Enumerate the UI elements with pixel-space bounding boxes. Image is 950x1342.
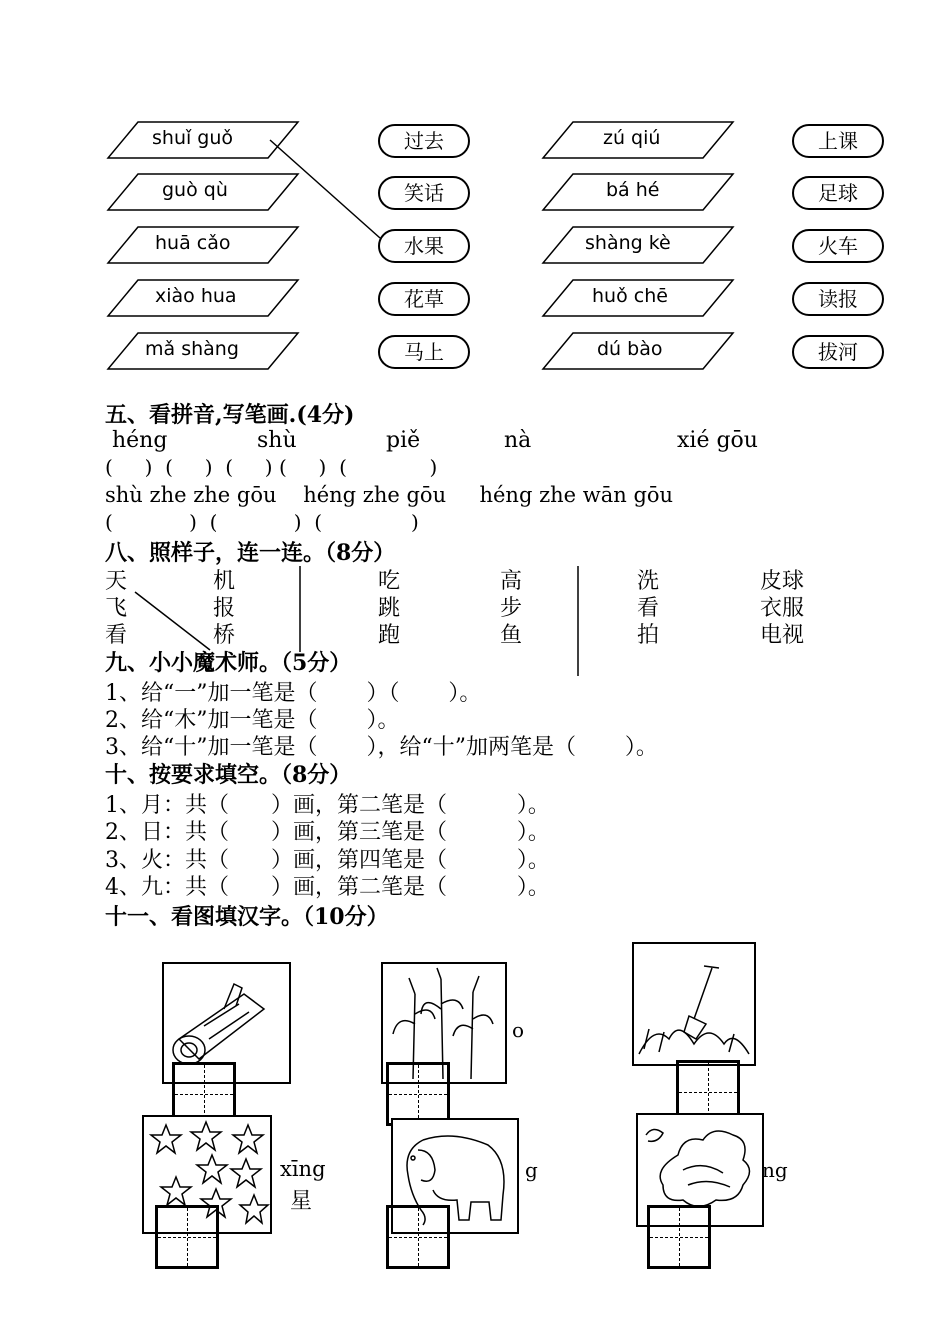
left-pinyin-3: huā cǎo [155,232,231,254]
right-pinyin-1: zú qiú [603,127,661,149]
right-pinyin-5: dú bào [597,338,663,360]
col4-item-2: 步 [500,596,523,621]
answer-grid-4[interactable] [155,1205,219,1269]
sec10-line-1: 1、月：共（ ）画，第二笔是（ ）。 [105,793,550,818]
left-word-5: 马上 [378,335,470,369]
col5-item-2: 看 [637,596,660,621]
col4-item-1: 高 [500,569,523,594]
star-pinyin: xīng [280,1157,326,1181]
left-word-4: 花草 [378,282,470,316]
answer-grid-6[interactable] [647,1205,711,1269]
col3-item-2: 跳 [378,596,401,621]
left-pinyin-5: mǎ shàng [145,338,239,360]
col6-item-3: 电视 [760,623,805,648]
col1-item-2: 飞 [105,596,128,621]
star-character: 星 [290,1189,313,1214]
right-word-3: 火车 [792,229,884,263]
stroke-pinyin-1: héng [105,428,168,453]
col2-item-3: 桥 [213,623,236,648]
section-8-title: 八、照样子，连一连。（8分） [105,540,396,566]
section-10-title: 十、按要求填空。（8分） [105,762,352,788]
sec9-line-2: 2、给“木”加一笔是（ ）。 [105,708,400,733]
stroke-pinyin-5: xié gōu [677,428,758,453]
stroke-pinyin-3: piě [372,428,421,453]
left-pinyin-4: xiào hua [155,285,237,307]
sec9-line-1: 1、给“一”加一笔是（ ）（ ）。 [105,681,482,706]
stroke-answer-row-1: ( ) ( ) ( ) ( ) ( ) [105,455,438,479]
sec10-line-3: 3、火：共（ ）画，第四笔是（ ）。 [105,848,550,873]
fragment-3: ng [762,1158,788,1182]
col2-item-2: 报 [213,596,236,621]
col1-item-1: 天 [105,569,128,594]
shovel-icon [634,944,754,1064]
col1-item-3: 看 [105,623,128,648]
right-word-1: 上课 [792,124,884,158]
stroke-pinyin-row-2: shù zhe zhe gōu héng zhe gōu héng zhe wān gōu [105,483,674,507]
answer-grid-2[interactable] [386,1062,450,1126]
col2-item-1: 机 [213,569,236,594]
left-pinyin-2: guò qù [162,179,228,201]
sec9-line-3: 3、给“十”加一笔是（ ），给“十”加两笔是（ ）。 [105,735,658,760]
col5-item-3: 拍 [637,623,660,648]
right-pinyin-2: bá hé [606,179,660,201]
col6-item-1: 皮球 [760,569,805,594]
stroke-pinyin-4: nà [490,428,532,453]
col6-item-2: 衣服 [760,596,805,621]
fragment-2: g [525,1158,538,1182]
section-9-title: 九、小小魔术师。（5分） [105,650,352,676]
col3-item-1: 吃 [378,569,401,594]
left-pinyin-1: shuǐ guǒ [152,127,234,149]
right-word-4: 读报 [792,282,884,316]
right-pinyin-3: shàng kè [585,232,671,254]
stroke-answer-row-2: ( ) ( ) ( ) [105,510,419,534]
section-5-title: 五、看拼音,写笔画.(4分) [105,402,355,428]
answer-grid-5[interactable] [386,1205,450,1269]
col5-item-1: 洗 [637,569,660,594]
sec10-line-4: 4、九：共（ ）画，第二笔是（ ）。 [105,875,550,900]
left-word-3: 水果 [378,229,470,263]
shovel-picture [632,942,756,1066]
right-pinyin-4: huǒ chē [592,285,668,307]
left-word-2: 笑话 [378,176,470,210]
sec10-line-2: 2、日：共（ ）画，第三笔是（ ）。 [105,820,550,845]
col3-item-3: 跑 [378,623,401,648]
left-word-1: 过去 [378,124,470,158]
section-11-title: 十一、看图填汉字。（10分） [105,904,389,930]
stroke-pinyin-2: shù [250,428,297,453]
fragment-1: o [512,1018,525,1042]
col4-item-3: 鱼 [500,623,523,648]
right-word-5: 拔河 [792,335,884,369]
right-word-2: 足球 [792,176,884,210]
